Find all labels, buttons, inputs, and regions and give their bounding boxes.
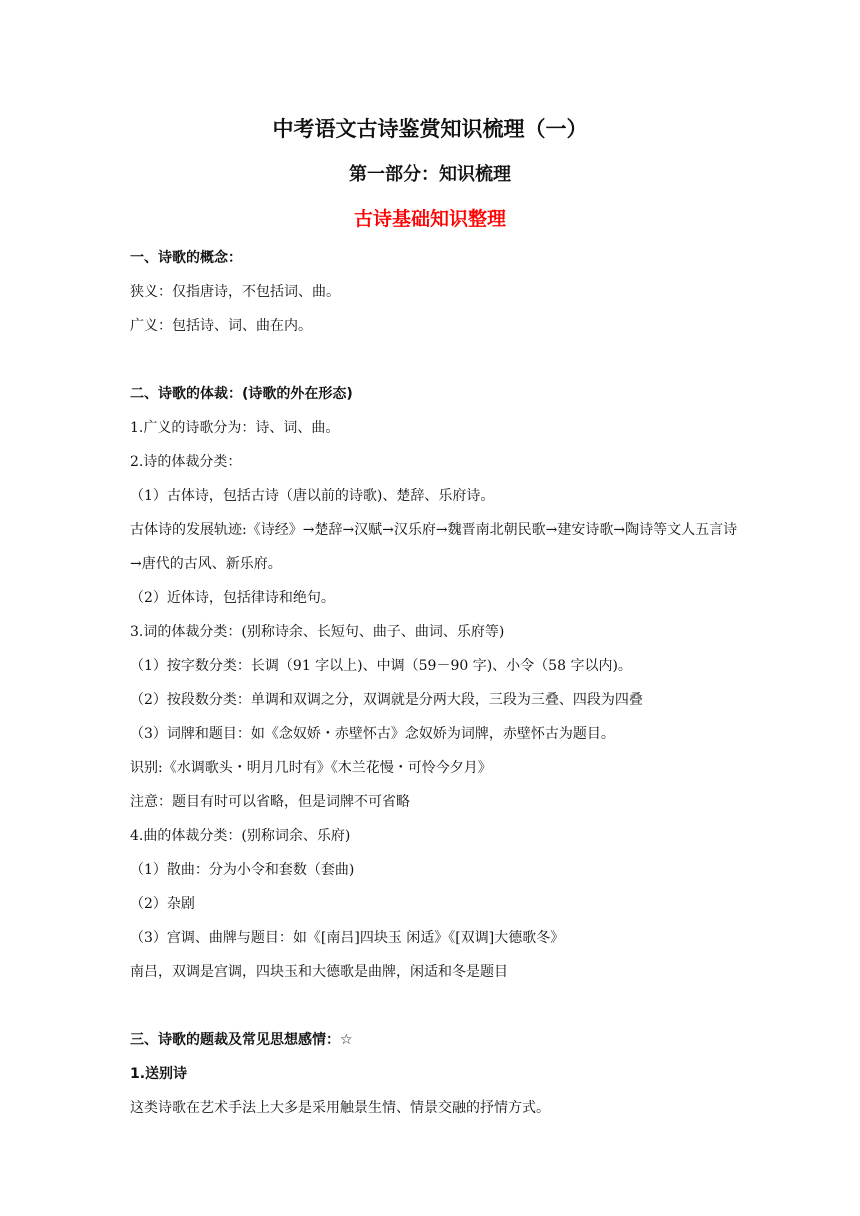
paragraph: 古体诗的发展轨迹:《诗经》→楚辞→汉赋→汉乐府→魏晋南北朝民歌→建安诗歌→陶诗等文人五言诗→唐代的古风、新乐府。 (130, 522, 738, 572)
paragraph: 南吕，双调是宫调，四块玉和大德歌是曲牌，闲适和冬是题目 (130, 964, 508, 980)
paragraph: （1）散曲：分为小令和套数（套曲) (130, 862, 355, 878)
paragraph: 4.曲的体裁分类：(别称词余、乐府) (130, 828, 351, 844)
paragraph: （1）古体诗，包括古诗（唐以前的诗歌)、楚辞、乐府诗。 (130, 488, 495, 504)
paragraph: 注意：题目有时可以省略，但是词牌不可省略 (130, 794, 410, 810)
paragraph: （2）按段数分类：单调和双调之分，双调就是分两大段，三段为三叠、四段为四叠 (130, 692, 643, 708)
section-heading-concept: 一、诗歌的概念： (130, 250, 242, 266)
section-heading-themes: 三、诗歌的题裁及常见思想感情：☆ (130, 1032, 353, 1048)
document-title: 中考语文古诗鉴赏知识梳理（一） (272, 117, 588, 141)
subheading-farewell-poems: 1.送别诗 (130, 1066, 188, 1082)
paragraph: 3.词的体裁分类：(别称诗余、长短句、曲子、曲词、乐府等) (130, 624, 505, 640)
section-heading-genre: 二、诗歌的体裁：(诗歌的外在形态) (130, 386, 353, 402)
paragraph: 狭义：仅指唐诗，不包括词、曲。 (130, 284, 340, 300)
paragraph: 2.诗的体裁分类： (130, 454, 242, 470)
paragraph: （2）近体诗，包括律诗和绝句。 (130, 590, 335, 606)
paragraph: 识别:《水调歌头・明月几时有》《木兰花慢・可怜今夕月》 (130, 760, 492, 776)
paragraph: 这类诗歌在艺术手法上大多是采用触景生情、情景交融的抒情方式。 (130, 1100, 550, 1116)
paragraph: （3）词牌和题目：如《念奴娇・赤壁怀古》念奴娇为词牌，赤壁怀古为题目。 (130, 726, 615, 742)
paragraph: 1.广义的诗歌分为：诗、词、曲。 (130, 420, 340, 436)
section-title: 古诗基础知识整理 (353, 208, 506, 230)
paragraph: 广义：包括诗、词、曲在内。 (130, 318, 312, 334)
paragraph: （3）宫调、曲牌与题目：如《[南吕]四块玉 闲适》《[双调]大德歌冬》 (130, 930, 565, 946)
paragraph: （1）按字数分类：长调（91 字以上)、中调（59－90 字)、小令（58 字以内)。 (130, 658, 632, 674)
part-heading: 第一部分：知识梳理 (349, 164, 511, 185)
paragraph: （2）杂剧 (130, 896, 195, 912)
